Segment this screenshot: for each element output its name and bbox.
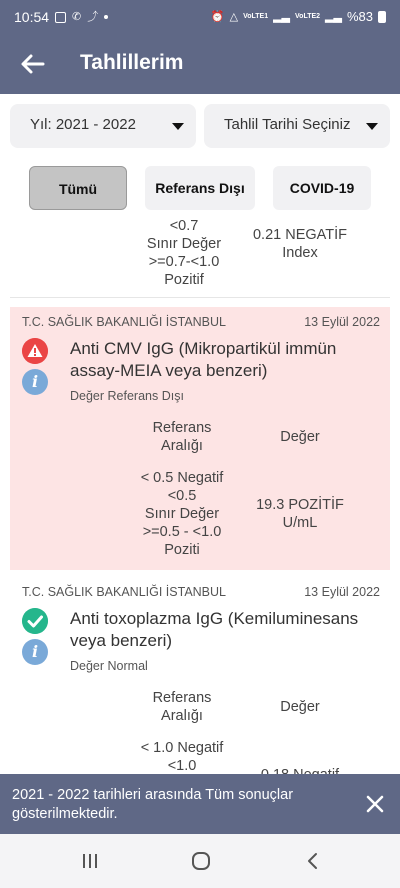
wifi-icon: △ (229, 10, 239, 23)
result-card[interactable] (10, 577, 390, 777)
reference-header-line: Aralığı (161, 708, 203, 724)
check-icon (22, 608, 48, 634)
institution: T.C. SAĞLIK BAKANLIĞI İSTANBUL (22, 585, 226, 599)
close-icon[interactable] (364, 793, 386, 815)
missed-call-icon: ⤴ (87, 11, 99, 23)
reference-line: Sınır Değer (146, 236, 222, 252)
arrow-left-icon[interactable] (18, 49, 48, 79)
recent-apps-icon[interactable] (78, 850, 102, 872)
snackbar-message: 2021 - 2022 tarihleri arasında Tüm sonuçlar gösterilmektedir. (12, 787, 294, 822)
page-title: Tahlillerim (80, 51, 184, 74)
reference-header (122, 419, 242, 455)
reference-line: < 1.0 Negatif (140, 740, 224, 756)
test-name: Anti CMV IgG (Mikropartikül immün assay-MEIA veya benzeri) (70, 339, 337, 380)
year-dropdown-label: Yıl: 2021 - 2022 (30, 116, 136, 133)
reference-range (122, 739, 242, 775)
tab-all[interactable]: Tümü (29, 166, 127, 210)
date-dropdown[interactable] (204, 104, 390, 148)
reference-header-line: Referans (152, 420, 212, 436)
caret-down-icon (366, 123, 378, 130)
reference-line: <0.5 (167, 488, 197, 504)
reference-line: Sınır Değer (144, 506, 220, 522)
tab-covid[interactable]: COVID-19 (273, 166, 371, 210)
value-line: U/mL (282, 515, 318, 531)
reference-line: < 0.5 Negatif (140, 470, 224, 486)
signal-icon: ▂▃ (273, 10, 291, 23)
image-icon (55, 12, 66, 23)
value-line: Index (282, 245, 318, 261)
institution: T.C. SAĞLIK BAKANLIĞI İSTANBUL (22, 315, 226, 329)
value-header: Değer (280, 429, 320, 445)
value-header: Değer (280, 699, 320, 715)
result-date: 13 Eylül 2022 (304, 585, 380, 599)
phone-icon: ✆ (72, 11, 82, 23)
snackbar (0, 774, 400, 834)
reference-line: <1.0 (167, 758, 197, 774)
result-status: Değer Referans Dışı (70, 389, 184, 403)
reference-line: Pozitif (164, 272, 204, 288)
system-nav-bar (0, 834, 400, 888)
result-card[interactable] (10, 307, 390, 570)
reference-line: >=0.7-<1.0 (148, 254, 220, 270)
reference-header (122, 689, 242, 725)
warning-icon (22, 338, 48, 364)
caret-down-icon (172, 123, 184, 130)
home-icon[interactable] (189, 850, 213, 872)
info-icon[interactable]: i (22, 369, 48, 395)
date-dropdown-label: Tahlil Tarihi Seçiniz (224, 116, 351, 133)
value-line: 0.21 NEGATİF (252, 227, 347, 243)
status-bar (0, 0, 400, 34)
reference-range (122, 469, 242, 559)
result-value (240, 226, 360, 262)
reference-line: <0.7 (169, 218, 199, 234)
back-icon[interactable] (301, 850, 325, 872)
signal-icon: ▂▃ (325, 10, 342, 23)
battery-icon (378, 11, 386, 23)
sim2-label: VoLTE2 (295, 13, 321, 20)
test-name: Anti toxoplazma IgG (Kemiluminesans veya benzeri) (70, 609, 359, 650)
tab-out-of-range[interactable]: Referans Dışı (145, 166, 255, 210)
alarm-icon: ⏰ (210, 10, 225, 23)
year-dropdown[interactable] (10, 104, 196, 148)
dot-icon (104, 15, 108, 19)
battery-percent: %83 (346, 9, 373, 24)
reference-header-line: Referans (152, 690, 212, 706)
reference-range (124, 217, 244, 289)
app-bar (0, 34, 400, 94)
divider (10, 297, 390, 298)
result-value (240, 496, 360, 532)
sim1-label: VoLTE1 (243, 13, 269, 20)
info-icon[interactable]: i (22, 639, 48, 665)
reference-line: Poziti (164, 542, 200, 558)
reference-header-line: Aralığı (161, 438, 203, 454)
result-status: Değer Normal (70, 659, 148, 673)
status-time: 10:54 (14, 9, 50, 25)
value-line: 19.3 POZİTİF (256, 497, 344, 513)
result-date: 13 Eylül 2022 (304, 315, 380, 329)
reference-line: >=0.5 - <1.0 (142, 524, 222, 540)
